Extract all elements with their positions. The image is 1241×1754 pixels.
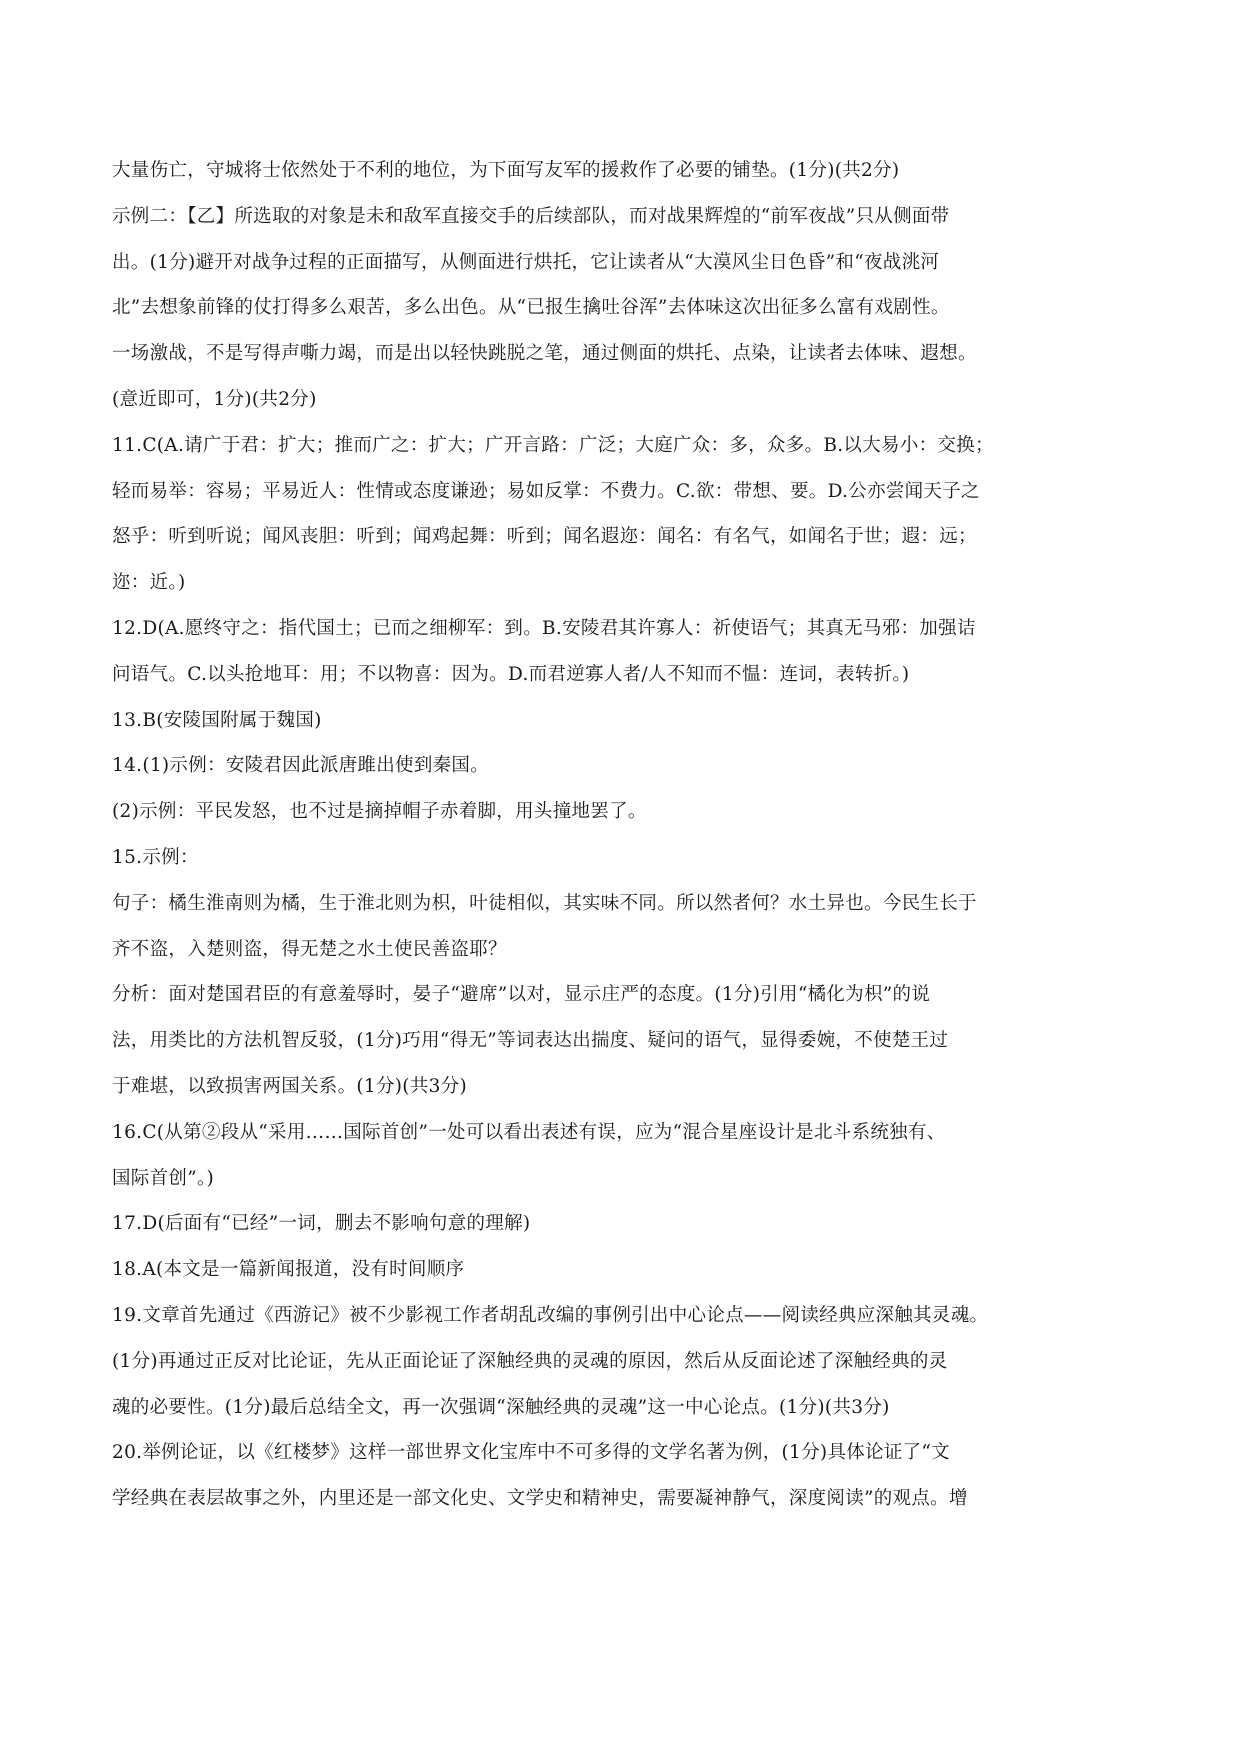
text-line: 出。(1分)避开对战争过程的正面描写，从侧面进行烘托，它让读者从“大漠风尘日色昏”和“夜战洮河 [112, 251, 940, 273]
text-line: 14.(1)示例：安陵君因此派唐雎出使到秦国。 [112, 755, 490, 777]
text-line: 法，用类比的方法机智反驳，(1分)巧用“得无”等词表达出揣度、疑问的语气，显得委婉，不使楚王过 [112, 1030, 949, 1052]
text-line: 国际首创”。) [112, 1167, 215, 1189]
text-line: 魂的必要性。(1分)最后总结全文，再一次强调“深触经典的灵魂”这一中心论点。(1分)(共3分) [112, 1396, 890, 1418]
text-line: (1分)再通过正反对比论证，先从正面论证了深触经典的灵魂的原因，然后从反面论述了深触经典的灵 [112, 1350, 948, 1372]
text-line: (意近即可，1分)(共2分) [112, 388, 317, 410]
text-line: 轻而易举：容易；平易近人：性情或态度谦逊；易如反掌：不费力。C.欲：带想、要。D.公亦尝闻天子之 [112, 480, 980, 502]
text-line: 示例二：【乙】所选取的对象是未和敌军直接交手的后续部队，而对战果辉煌的“前军夜战”只从侧面带 [112, 205, 950, 227]
text-line: 20.举例论证，以《红楼梦》这样一部世界文化宝库中不可多得的文学名著为例，(1分)具体论证了“文 [112, 1442, 950, 1464]
text-line: 齐不盗，入楚则盗，得无楚之水土使民善盗耶？ [112, 938, 507, 960]
text-line: 11.C(A.请广于君：扩大；推而广之：扩大；广开言路：广泛；大庭广众：多，众多。B.以大易小：交换； [112, 434, 994, 456]
text-line: 16.C(从第②段从“采用……国际首创”一处可以看出表述有误，应为“混合星座设计是北斗系统独有、 [112, 1121, 946, 1143]
text-line: 怒乎：听到听说；闻风丧胆：听到；闻鸡起舞：听到；闻名遐迩：闻名：有名气，如闻名于世；遐：远； [112, 526, 977, 548]
text-line: 北”去想象前锋的仗打得多么艰苦，多么出色。从“已报生擒吐谷浑”去体味这次出征多么富有戏剧性。 [112, 297, 950, 319]
text-line: 大量伤亡，守城将士依然处于不利的地位，为下面写友军的援救作了必要的铺垫。(1分)(共2分) [112, 160, 900, 181]
text-line: 18.A(本文是一篇新闻报道，没有时间顺序 [112, 1259, 465, 1281]
text-line: 句子：橘生淮南则为橘，生于淮北则为枳，叶徒相似，其实味不同。所以然者何？水土异也。今民生长于 [112, 892, 977, 914]
text-line: 问语气。C.以头抢地耳：用；不以物喜：因为。D.而君逆寡人者/人不知而不愠：连词，表转折。) [112, 663, 910, 685]
text-line: 17.D(后面有“已经”一词，删去不影响句意的理解) [112, 1213, 531, 1235]
text-line: 19.文章首先通过《西游记》被不少影视工作者胡乱改编的事例引出中心论点——阅读经典应深触其灵魂。 [112, 1304, 989, 1326]
text-line: 一场激战，不是写得声嘶力竭，而是出以轻快跳脱之笔，通过侧面的烘托、点染，让读者去体味、遐想。 [112, 343, 977, 365]
text-line: 15.示例： [112, 846, 199, 868]
text-line: 分析：面对楚国君臣的有意羞辱时，晏子“避席”以对，显示庄严的态度。(1分)引用“橘化为枳”的说 [112, 984, 931, 1006]
document-page [112, 148, 1132, 1522]
text-line: 学经典在表层故事之外，内里还是一部文化史、文学史和精神史，需要凝神静气，深度阅读”的观点。增 [112, 1488, 968, 1510]
text-line: (2)示例：平民发怒，也不过是摘掉帽子赤着脚，用头撞地罢了。 [112, 801, 647, 823]
text-line: 13.B(安陵国附属于魏国) [112, 709, 322, 731]
text-line: 于难堪，以致损害两国关系。(1分)(共3分) [112, 1075, 468, 1097]
text-line: 12.D(A.愿终守之：指代国土；已而之细柳军：到。B.安陵君其许寡人：祈使语气；其真无马邪：加强诘 [112, 617, 976, 639]
text-line: 迩：近。) [112, 572, 186, 594]
